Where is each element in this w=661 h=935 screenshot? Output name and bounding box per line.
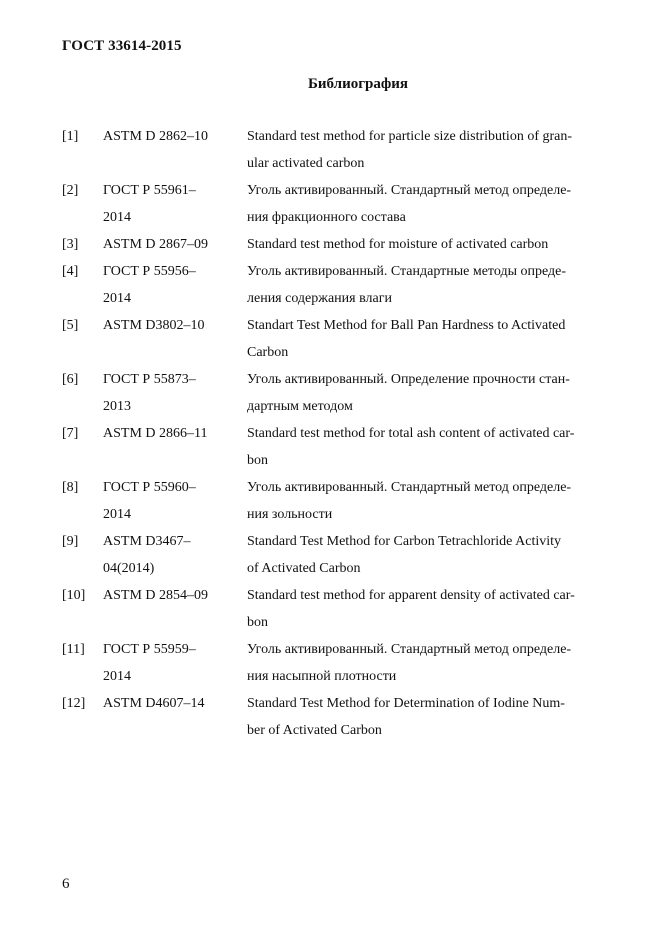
bibliography-entry — [62, 420, 615, 474]
entry-title: Standard test method for particle size distribution of gran- ular activated carbon — [247, 129, 573, 171]
bibliography-entry — [62, 231, 615, 258]
entry-number: [4] — [62, 264, 79, 279]
bibliography-entry — [62, 582, 615, 636]
entry-title: Уголь активированный. Стандартный метод определе- ния насыпной плотности — [247, 642, 572, 684]
entry-standard-code: ASTM D 2862–10 — [103, 129, 209, 144]
entry-number: [3] — [62, 237, 79, 252]
entry-standard-code: ГОСТ Р 55960– 2014 — [103, 480, 196, 522]
bibliography-entry — [62, 528, 615, 582]
bibliography-entry — [62, 312, 615, 366]
bibliography-entry — [62, 258, 615, 312]
entry-title: Standard test method for moisture of activated carbon — [247, 237, 549, 252]
bibliography-entry — [62, 690, 615, 744]
entry-title: Standart Test Method for Ball Pan Hardness to Activated Carbon — [247, 318, 566, 360]
entry-standard-code: ASTM D3802–10 — [103, 318, 205, 333]
entry-title: Уголь активированный. Стандартный метод определе- ния зольности — [247, 480, 572, 522]
entry-standard-code: ASTM D4607–14 — [103, 696, 205, 711]
entry-standard-code: ГОСТ Р 55959– 2014 — [103, 642, 196, 684]
bibliography-title: Библиография — [307, 76, 409, 92]
entry-standard-code: ASTM D 2854–09 — [103, 588, 209, 603]
entry-number: [1] — [62, 129, 79, 144]
entry-number: [8] — [62, 480, 79, 495]
entry-title: Standard Test Method for Carbon Tetrachloride Activity of Activated Carbon — [247, 534, 562, 576]
entry-number: [5] — [62, 318, 79, 333]
bibliography-entry — [62, 123, 615, 177]
entry-standard-code: ГОСТ Р 55956– 2014 — [103, 264, 196, 306]
entry-number: [10] — [62, 588, 86, 603]
entry-title: Уголь активированный. Стандартные методы опреде- ления содержания влаги — [247, 264, 567, 306]
entry-number: [12] — [62, 696, 86, 711]
document-code-header: ГОСТ 33614-2015 — [62, 38, 182, 54]
entry-title: Уголь активированный. Стандартный метод определе- ния фракционного состава — [247, 183, 572, 225]
entry-standard-code: ASTM D3467– 04(2014) — [103, 534, 191, 576]
entry-number: [11] — [62, 642, 85, 657]
entry-number: [6] — [62, 372, 79, 387]
entry-standard-code: ASTM D 2866–11 — [103, 426, 208, 441]
entry-title: Standard test method for apparent density of activated car- bon — [247, 588, 575, 630]
page-number: 6 — [62, 876, 70, 892]
entry-title: Standard test method for total ash content of activated car- bon — [247, 426, 575, 468]
entry-title: Standard Test Method for Determination of Iodine Num- ber of Activated Carbon — [247, 696, 565, 738]
bibliography-entry — [62, 636, 615, 690]
entry-standard-code: ГОСТ Р 55873– 2013 — [103, 372, 196, 414]
bibliography-entry — [62, 366, 615, 420]
entry-standard-code: ГОСТ Р 55961– 2014 — [103, 183, 196, 225]
bibliography-entry — [62, 177, 615, 231]
entry-number: [9] — [62, 534, 79, 549]
bibliography-list — [62, 123, 615, 744]
entry-number: [2] — [62, 183, 79, 198]
entry-title: Уголь активированный. Определение прочности стан- дартным методом — [247, 372, 570, 414]
bibliography-entry — [62, 474, 615, 528]
entry-standard-code: ASTM D 2867–09 — [103, 237, 209, 252]
entry-number: [7] — [62, 426, 79, 441]
